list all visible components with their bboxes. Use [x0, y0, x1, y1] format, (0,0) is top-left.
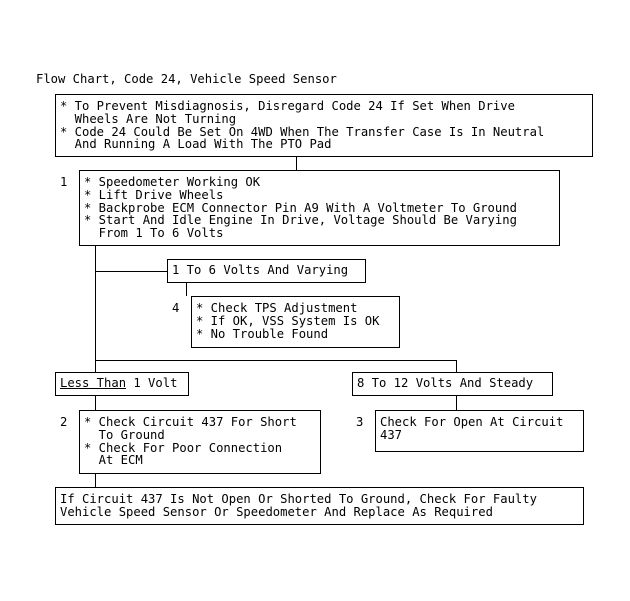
step2-box — [79, 410, 321, 474]
step4-line: * If OK, VSS System Is OK — [196, 313, 380, 328]
step1-line: * Lift Drive Wheels — [84, 187, 224, 202]
page-title: Flow Chart, Code 24, Vehicle Speed Sensor — [36, 72, 337, 86]
step2-line: At ECM — [84, 453, 143, 468]
final-line: If Circuit 437 Is Not Open Or Shorted To Ground, Check For Faulty — [60, 492, 537, 506]
step3-number: 3 — [356, 415, 364, 429]
notes-line: And Running A Load With The PTO Pad — [60, 137, 332, 152]
step1-line: * Speedometer Working OK — [84, 175, 261, 189]
step2-number: 2 — [60, 415, 68, 429]
step2-line: * Check Circuit 437 For Short — [84, 415, 297, 429]
result-steady-box — [352, 372, 553, 396]
result-less-underlined: Less Than — [60, 376, 127, 390]
step4-line: * Check TPS Adjustment — [196, 301, 358, 315]
notes-line: Wheels Are Not Turning — [60, 111, 237, 126]
result-varying-label: 1 To 6 Volts And Varying — [172, 263, 349, 277]
result-less-rest: 1 Volt — [126, 376, 178, 390]
step1-number: 1 — [60, 175, 68, 189]
step4-number: 4 — [172, 301, 180, 315]
notes-line: * Code 24 Could Be Set On 4WD When The Transfer Case Is In Neutral — [60, 124, 545, 139]
result-steady-label: 8 To 12 Volts And Steady — [357, 376, 534, 390]
step3-line: Check For Open At Circuit — [380, 415, 564, 429]
step2-line: To Ground — [84, 427, 165, 442]
notes-line: * To Prevent Misdiagnosis, Disregard Code 24 If Set When Drive — [60, 99, 515, 113]
step2-line: * Check For Poor Connection — [84, 440, 283, 455]
step1-line: * Backprobe ECM Connector Pin A9 With A Voltmeter To Ground — [84, 200, 517, 215]
result-varying-box — [167, 259, 366, 283]
step4-line: * No Trouble Found — [196, 326, 329, 341]
step1-box — [79, 170, 560, 246]
result-less-label — [60, 377, 184, 390]
step3-box — [375, 410, 584, 452]
final-box — [55, 487, 584, 525]
notes-box — [55, 94, 593, 157]
step3-line: 437 — [380, 427, 403, 442]
step4-box — [191, 296, 400, 348]
step1-line: * Start And Idle Engine In Drive, Voltage Should Be Varying — [84, 213, 517, 228]
final-line: Vehicle Speed Sensor Or Speedometer And Replace As Required — [60, 504, 493, 519]
result-less-box — [55, 372, 189, 396]
step1-line: From 1 To 6 Volts — [84, 226, 224, 241]
